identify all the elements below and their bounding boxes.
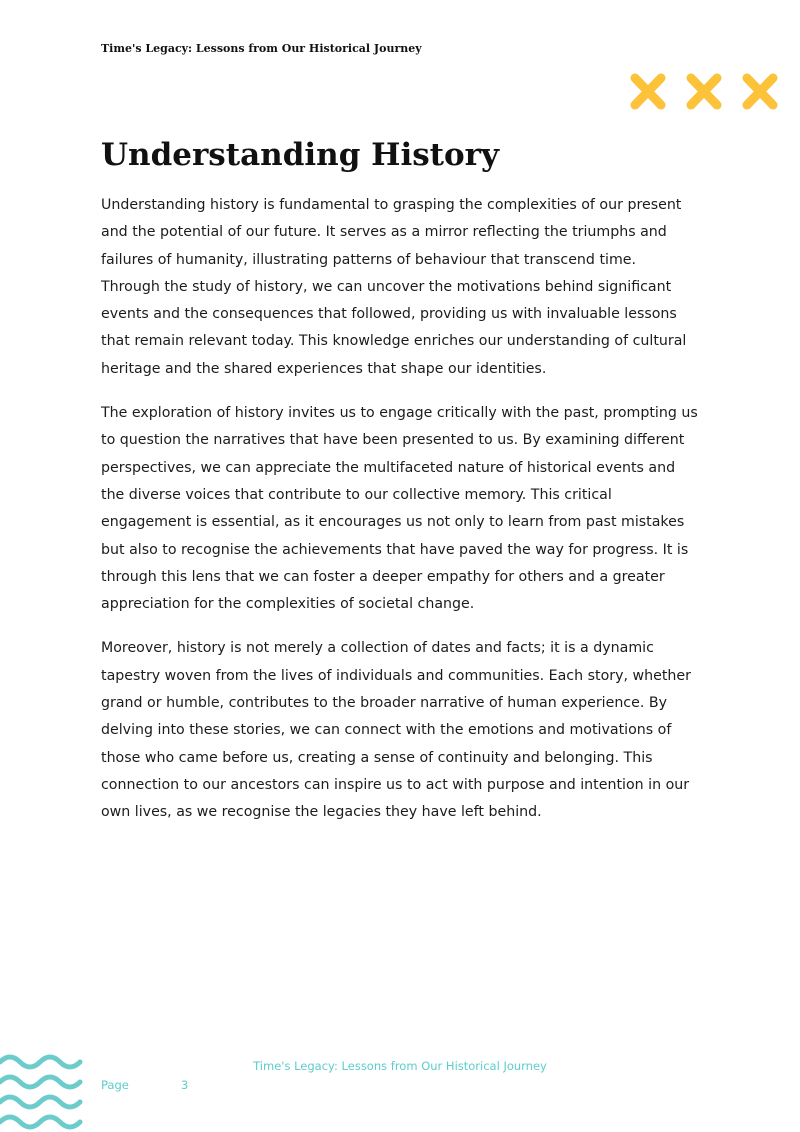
x-mark-icon: [747, 78, 773, 105]
page-number: 3: [181, 1078, 189, 1092]
decorative-crosses: [626, 70, 786, 116]
running-header: Time's Legacy: Lessons from Our Historical Journey: [101, 42, 422, 55]
x-mark-icon: [635, 78, 661, 105]
paragraph: The exploration of history invites us to engage critically with the past, prompting us to question the narratives that have been presented to us. By examining different perspectives, we can appreciate the multifaceted nature of historical events and the diverse voices that contribute to our collective memory. This critical engagement is essential, as it encourages us not only to learn from past mistakes but also to recognise the achievements that have paved the way for progress. It is through this lens that we can foster a deeper empathy for others and a greater appreciation for the complexities of societal change.: [101, 405, 698, 613]
paragraph: Moreover, history is not merely a collection of dates and facts; it is a dynamic tapestry woven from the lives of individuals and communities. Each story, whether grand or humble, contributes to the broader narrative of human experience. By delving into these stories, we can connect with the emotions and motivations of those who came before us, creating a sense of continuity and belonging. This connection to our ancestors can inspire us to act with purpose and intention in our own lives, as we recognise the legacies they have left behind.: [101, 640, 691, 821]
body-text: [101, 192, 699, 844]
wave-icon: [0, 1097, 80, 1107]
wave-icon: [0, 1077, 80, 1087]
x-mark-icon: [691, 78, 717, 105]
page-label: Page: [101, 1078, 129, 1092]
page-title: Understanding History: [101, 137, 500, 173]
wave-icon: [0, 1117, 80, 1127]
paragraph: Understanding history is fundamental to grasping the complexities of our present and the potential of our future. It serves as a mirror reflecting the triumphs and failures of humanity, illustrating patterns of behaviour that transcend time. Through the study of history, we can uncover the motivations behind significant events and the consequences that followed, providing us with invaluable lessons that remain relevant today. This knowledge enriches our understanding of cultural heritage and the shared experiences that shape our identities.: [101, 197, 687, 377]
footer-title: Time's Legacy: Lessons from Our Historical Journey: [253, 1059, 547, 1073]
